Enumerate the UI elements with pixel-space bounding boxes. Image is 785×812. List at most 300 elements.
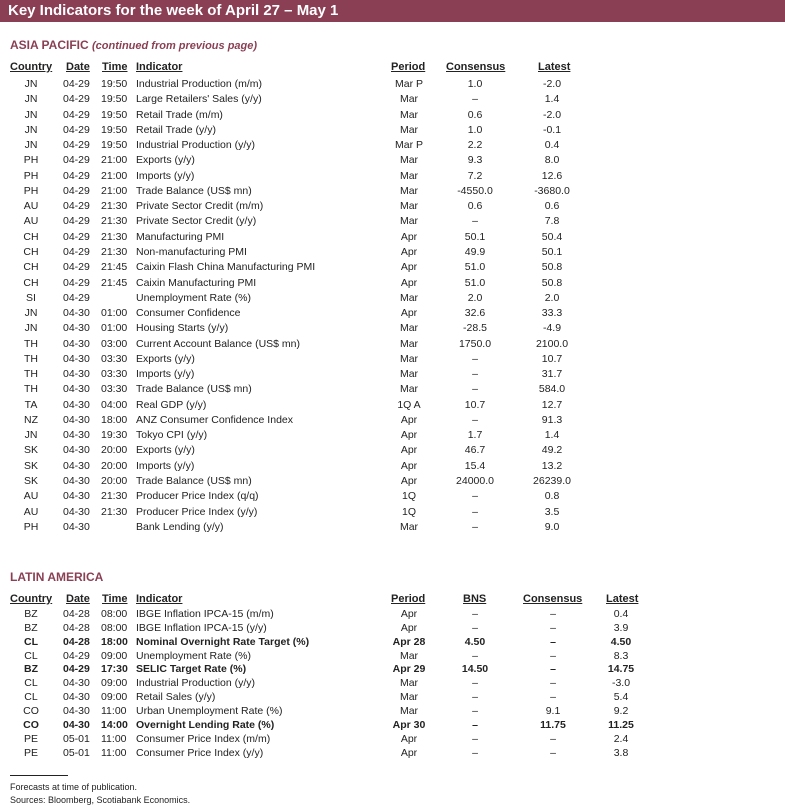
cell-latest: 0.4 — [613, 608, 629, 620]
table-row — [0, 635, 785, 650]
cell-period: Apr — [400, 245, 418, 258]
cell-time: 01:00 — [101, 307, 128, 320]
cell-period: Apr — [400, 307, 418, 320]
cell-latest: 50.4 — [541, 230, 563, 243]
cell-bns: – — [472, 649, 478, 662]
header-bns: BNS — [463, 593, 487, 605]
cell-indicator: Unemployment Rate (%) — [136, 291, 251, 304]
cell-date: 04-29 — [63, 184, 90, 197]
cell-country: AU — [23, 490, 39, 503]
cell-time: 21:30 — [101, 505, 128, 518]
cell-indicator: ANZ Consumer Confidence Index — [136, 413, 293, 426]
table-row — [0, 649, 785, 664]
cell-country: JN — [24, 93, 38, 106]
table-row — [0, 676, 785, 691]
table-row — [0, 108, 785, 123]
cell-latest: 11.25 — [608, 718, 634, 731]
cell-consensus: – — [472, 215, 478, 228]
header-time: Time — [102, 593, 128, 605]
cell-indicator: Bank Lending (y/y) — [136, 520, 224, 533]
cell-period: Apr — [400, 621, 418, 634]
cell-country: CH — [23, 261, 39, 274]
cell-indicator: Large Retailers' Sales (y/y) — [136, 93, 262, 106]
cell-period: Mar — [399, 383, 419, 396]
cell-latest: 2100.0 — [535, 337, 569, 350]
cell-consensus: 2.0 — [467, 291, 483, 304]
cell-consensus: 46.7 — [464, 444, 486, 457]
cell-consensus: 0.6 — [467, 108, 483, 121]
cell-latest: 7.8 — [544, 215, 560, 228]
header-country: Country — [10, 593, 53, 605]
cell-latest: 0.8 — [544, 490, 560, 503]
cell-date: 04-30 — [63, 352, 90, 365]
cell-consensus: – — [550, 649, 556, 662]
cell-time: 21:00 — [101, 154, 128, 167]
cell-consensus: 2.2 — [467, 139, 483, 152]
cell-date: 04-28 — [63, 635, 90, 648]
cell-consensus: 1.7 — [467, 429, 483, 442]
cell-time: 09:00 — [101, 649, 128, 662]
cell-indicator: IBGE Inflation IPCA-15 (m/m) — [136, 608, 274, 620]
cell-time: 17:30 — [101, 663, 128, 676]
cell-consensus: 32.6 — [464, 307, 486, 320]
cell-latest: 2.4 — [613, 732, 629, 745]
cell-indicator: Overnight Lending Rate (%) — [136, 718, 275, 731]
cell-period: Mar — [399, 200, 419, 213]
cell-latest: 50.8 — [541, 276, 563, 289]
report-banner — [0, 0, 785, 22]
cell-latest: 3.8 — [613, 746, 629, 759]
cell-country: BZ — [24, 621, 38, 634]
cell-indicator: Consumer Price Index (m/m) — [136, 732, 271, 745]
cell-latest: 0.6 — [544, 200, 560, 213]
cell-date: 04-29 — [63, 649, 90, 662]
cell-latest: 50.8 — [541, 261, 563, 274]
table-row — [0, 260, 785, 275]
cell-date: 04-30 — [63, 704, 90, 717]
cell-country: CO — [23, 704, 39, 717]
table-row — [0, 214, 785, 229]
cell-date: 04-30 — [63, 368, 90, 381]
cell-consensus: – — [472, 520, 478, 533]
cell-date: 04-30 — [63, 337, 90, 350]
cell-time: 18:00 — [101, 413, 128, 426]
cell-indicator: Industrial Production (y/y) — [136, 677, 256, 690]
cell-country: TH — [24, 352, 38, 365]
cell-bns: – — [472, 732, 478, 745]
cell-indicator: Private Sector Credit (m/m) — [136, 200, 264, 213]
cell-consensus: -28.5 — [463, 322, 487, 335]
cell-time: 09:00 — [101, 691, 128, 704]
footnote-forecasts: Forecasts at time of publication. — [10, 782, 138, 792]
asia-section-title — [10, 38, 257, 52]
cell-time: 11:00 — [101, 746, 127, 759]
cell-country: BZ — [24, 608, 38, 620]
cell-period: Apr 30 — [392, 718, 426, 731]
cell-consensus: 11.75 — [540, 718, 566, 731]
cell-country: CH — [23, 245, 39, 258]
cell-period: Mar — [399, 322, 419, 335]
header-latest: Latest — [538, 61, 571, 73]
cell-time: 21:30 — [101, 490, 128, 503]
cell-country: JN — [24, 108, 38, 121]
cell-time: 21:00 — [101, 184, 128, 197]
cell-latest: 12.6 — [541, 169, 563, 182]
cell-date: 04-29 — [63, 663, 90, 676]
cell-latest: -2.0 — [542, 108, 562, 121]
cell-period: Mar — [399, 215, 419, 228]
table-row — [0, 382, 785, 397]
cell-consensus: 0.6 — [467, 200, 483, 213]
cell-period: Apr — [400, 746, 418, 759]
cell-country: PE — [23, 732, 39, 745]
cell-latest: 3.5 — [544, 505, 560, 518]
cell-indicator: Real GDP (y/y) — [136, 398, 207, 411]
cell-time: 01:00 — [101, 322, 128, 335]
cell-indicator: Trade Balance (US$ mn) — [136, 475, 252, 488]
cell-date: 04-30 — [63, 718, 90, 731]
cell-consensus: – — [472, 490, 478, 503]
cell-time: 03:30 — [101, 368, 128, 381]
cell-latest: 12.7 — [541, 398, 563, 411]
cell-date: 04-29 — [63, 123, 90, 136]
cell-date: 05-01 — [63, 732, 90, 745]
header-consensus: Consensus — [523, 593, 583, 605]
table-row — [0, 230, 785, 245]
cell-time: 11:00 — [101, 704, 127, 717]
cell-country: PE — [23, 746, 39, 759]
cell-period: Mar — [399, 291, 419, 304]
cell-consensus: – — [472, 352, 478, 365]
cell-latest: 4.50 — [610, 635, 632, 648]
cell-consensus: 51.0 — [464, 261, 486, 274]
cell-date: 04-29 — [63, 276, 90, 289]
cell-time: 14:00 — [101, 718, 128, 731]
cell-date: 04-29 — [63, 215, 90, 228]
cell-consensus: – — [472, 368, 478, 381]
cell-latest: -3680.0 — [534, 184, 570, 197]
table-row — [0, 718, 785, 733]
cell-time: 21:45 — [101, 261, 128, 274]
table-row — [0, 291, 785, 306]
cell-latest: 8.0 — [544, 154, 560, 167]
cell-period: Apr — [400, 732, 418, 745]
cell-date: 04-30 — [63, 398, 90, 411]
cell-latest: 9.0 — [544, 520, 560, 533]
cell-country: CH — [23, 276, 39, 289]
cell-country: TA — [24, 398, 38, 411]
cell-latest: 5.4 — [613, 691, 629, 704]
cell-country: AU — [23, 505, 39, 518]
table-row — [0, 474, 785, 489]
cell-indicator: Manufacturing PMI — [136, 230, 225, 243]
cell-time: 19:50 — [101, 139, 128, 152]
cell-country: JN — [24, 123, 38, 136]
cell-country: NZ — [24, 413, 38, 426]
cell-period: Mar — [399, 93, 419, 106]
cell-country: AU — [23, 215, 39, 228]
cell-period: Mar — [399, 368, 419, 381]
cell-date: 04-30 — [63, 677, 90, 690]
cell-period: Mar — [399, 704, 419, 717]
table-row — [0, 337, 785, 352]
table-row — [0, 321, 785, 336]
cell-country: PH — [23, 184, 39, 197]
cell-indicator: Retail Sales (y/y) — [136, 691, 216, 704]
cell-date: 04-28 — [63, 608, 90, 620]
cell-time: 11:00 — [101, 732, 127, 745]
cell-date: 04-30 — [63, 429, 90, 442]
cell-indicator: Retail Trade (y/y) — [136, 123, 216, 136]
cell-period: Apr 28 — [392, 635, 426, 648]
cell-consensus: – — [550, 663, 556, 676]
header-latest: Latest — [606, 593, 639, 605]
cell-consensus: 10.7 — [464, 398, 486, 411]
cell-country: CL — [24, 635, 38, 648]
cell-period: Apr — [400, 475, 418, 488]
cell-consensus: – — [472, 413, 478, 426]
cell-period: Mar P — [394, 78, 424, 90]
table-row — [0, 169, 785, 184]
cell-latest: 10.7 — [541, 352, 563, 365]
cell-date: 04-30 — [63, 413, 90, 426]
cell-date: 04-29 — [63, 200, 90, 213]
table-row — [0, 621, 785, 636]
cell-latest: -3.0 — [611, 677, 631, 690]
report-title: Key Indicators for the week of April 27 – May 1 — [8, 2, 339, 19]
table-row — [0, 520, 785, 535]
cell-latest: 33.3 — [541, 307, 563, 320]
table-row — [0, 746, 785, 761]
cell-latest: 50.1 — [541, 245, 563, 258]
cell-period: Apr — [400, 608, 418, 620]
cell-date: 04-30 — [63, 459, 90, 472]
cell-consensus: – — [472, 505, 478, 518]
cell-time: 21:30 — [101, 230, 128, 243]
cell-period: Apr — [400, 276, 418, 289]
cell-period: Apr — [400, 459, 418, 472]
cell-latest: -0.1 — [542, 123, 562, 136]
cell-latest: 26239.0 — [533, 475, 571, 488]
cell-country: CL — [24, 677, 38, 690]
table-row — [0, 398, 785, 413]
cell-bns: – — [472, 677, 478, 690]
cell-indicator: Industrial Production (y/y) — [136, 139, 256, 152]
cell-bns: – — [472, 621, 478, 634]
table-row — [0, 276, 785, 291]
footnote-sources: Sources: Bloomberg, Scotiabank Economics. — [10, 795, 191, 805]
cell-indicator: Exports (y/y) — [136, 154, 195, 167]
cell-date: 04-29 — [63, 169, 90, 182]
cell-date: 05-01 — [63, 746, 90, 759]
cell-date: 04-29 — [63, 291, 90, 304]
cell-indicator: Industrial Production (m/m) — [136, 78, 263, 90]
cell-indicator: Non-manufacturing PMI — [136, 245, 247, 258]
table-row — [0, 428, 785, 443]
table-row — [0, 367, 785, 382]
cell-date: 04-30 — [63, 520, 90, 533]
table-row — [0, 607, 785, 622]
cell-bns: – — [472, 608, 478, 620]
cell-latest: 9.2 — [613, 704, 629, 717]
cell-time: 21:45 — [101, 276, 128, 289]
cell-period: Mar — [399, 649, 419, 662]
cell-latest: 1.4 — [544, 93, 560, 106]
footnote-divider — [10, 775, 68, 776]
cell-date: 04-30 — [63, 490, 90, 503]
cell-indicator: Consumer Confidence — [136, 307, 241, 320]
cell-country: SK — [23, 444, 39, 457]
cell-consensus: – — [550, 732, 556, 745]
cell-period: Mar — [399, 154, 419, 167]
cell-indicator: Exports (y/y) — [136, 444, 195, 457]
cell-indicator: Nominal Overnight Rate Target (%) — [136, 635, 310, 648]
cell-country: JN — [24, 78, 38, 90]
cell-consensus: 49.9 — [464, 245, 486, 258]
cell-period: Mar P — [394, 139, 424, 152]
cell-time: 21:30 — [101, 245, 128, 258]
cell-date: 04-29 — [63, 245, 90, 258]
header-indicator: Indicator — [136, 61, 183, 73]
cell-period: Mar — [399, 169, 419, 182]
cell-indicator: Current Account Balance (US$ mn) — [136, 337, 300, 350]
table-row — [0, 413, 785, 428]
cell-latest: 0.4 — [544, 139, 560, 152]
cell-date: 04-28 — [63, 621, 90, 634]
cell-period: Mar — [399, 520, 419, 533]
cell-indicator: Unemployment Rate (%) — [136, 649, 251, 662]
cell-consensus: – — [472, 93, 478, 106]
cell-time: 03:00 — [101, 337, 128, 350]
cell-consensus: 24000.0 — [456, 475, 494, 488]
cell-latest: 584.0 — [538, 383, 566, 396]
cell-date: 04-30 — [63, 505, 90, 518]
cell-country: TH — [24, 383, 38, 396]
cell-country: PH — [23, 520, 39, 533]
asia-title: ASIA PACIFIC — [10, 38, 89, 52]
cell-date: 04-29 — [63, 261, 90, 274]
table-row — [0, 459, 785, 474]
cell-time: 20:00 — [101, 444, 128, 457]
table-row — [0, 123, 785, 138]
cell-indicator: Producer Price Index (y/y) — [136, 505, 258, 518]
cell-latest: -4.9 — [542, 322, 562, 335]
table-row — [0, 352, 785, 367]
cell-country: BZ — [24, 663, 38, 676]
cell-period: Apr 29 — [392, 663, 426, 676]
cell-bns: – — [472, 718, 478, 731]
cell-time: 19:50 — [101, 93, 128, 106]
cell-consensus: – — [550, 691, 556, 704]
cell-country: JN — [24, 307, 38, 320]
cell-country: SK — [23, 475, 39, 488]
cell-time: 04:00 — [101, 398, 128, 411]
table-row — [0, 662, 785, 677]
table-row — [0, 245, 785, 260]
cell-indicator: Retail Trade (m/m) — [136, 108, 223, 121]
latam-title: LATIN AMERICA — [10, 570, 104, 584]
cell-indicator: Urban Unemployment Rate (%) — [136, 704, 283, 717]
cell-time: 08:00 — [101, 608, 128, 620]
cell-country: CL — [24, 691, 38, 704]
cell-period: 1Q — [401, 490, 417, 503]
cell-date: 04-29 — [63, 230, 90, 243]
cell-date: 04-29 — [63, 93, 90, 106]
cell-period: Mar — [399, 123, 419, 136]
cell-consensus: 9.1 — [545, 704, 561, 717]
asia-subtitle: (continued from previous page) — [92, 40, 258, 52]
cell-consensus: 51.0 — [464, 276, 486, 289]
cell-indicator: Imports (y/y) — [136, 368, 195, 381]
cell-country: SI — [26, 291, 36, 304]
cell-latest: 49.2 — [541, 444, 563, 457]
cell-period: Apr — [400, 413, 418, 426]
cell-time: 19:50 — [101, 108, 128, 121]
cell-consensus: 50.1 — [464, 230, 486, 243]
cell-country: JN — [24, 139, 38, 152]
cell-country: TH — [24, 337, 38, 350]
table-row — [0, 489, 785, 504]
cell-time: 09:00 — [101, 677, 128, 690]
cell-latest: 31.7 — [541, 368, 563, 381]
cell-latest: 2.0 — [544, 291, 560, 304]
cell-bns: – — [472, 704, 478, 717]
cell-indicator: Consumer Price Index (y/y) — [136, 746, 264, 759]
cell-date: 04-30 — [63, 322, 90, 335]
table-row — [0, 505, 785, 520]
table-row — [0, 184, 785, 199]
header-time: Time — [102, 61, 128, 73]
cell-country: CL — [24, 649, 38, 662]
cell-time: 21:00 — [101, 169, 128, 182]
cell-time: 03:30 — [101, 383, 128, 396]
cell-time: 20:00 — [101, 459, 128, 472]
cell-consensus: – — [550, 608, 556, 620]
cell-consensus: 9.3 — [467, 154, 483, 167]
cell-indicator: Imports (y/y) — [136, 459, 195, 472]
cell-bns: 4.50 — [464, 635, 486, 648]
cell-date: 04-29 — [63, 154, 90, 167]
table-row — [0, 704, 785, 719]
cell-time: 19:30 — [101, 429, 128, 442]
cell-period: Apr — [400, 444, 418, 457]
cell-period: Mar — [399, 352, 419, 365]
cell-country: SK — [23, 459, 39, 472]
cell-indicator: Imports (y/y) — [136, 169, 195, 182]
cell-latest: 8.3 — [613, 649, 629, 662]
cell-time: 21:30 — [101, 200, 128, 213]
cell-consensus: 1750.0 — [458, 337, 492, 350]
table-row — [0, 92, 785, 107]
cell-consensus: 7.2 — [467, 169, 483, 182]
cell-country: JN — [24, 322, 38, 335]
latam-section-title — [10, 570, 103, 584]
cell-bns: 14.50 — [461, 663, 489, 676]
cell-date: 04-29 — [63, 78, 90, 90]
cell-indicator: Trade Balance (US$ mn) — [136, 383, 252, 396]
cell-date: 04-30 — [63, 475, 90, 488]
header-country: Country — [10, 61, 53, 73]
header-period: Period — [391, 593, 426, 605]
cell-time: 19:50 — [101, 78, 128, 90]
cell-country: AU — [23, 200, 39, 213]
cell-indicator: Housing Starts (y/y) — [136, 322, 229, 335]
cell-consensus: 15.4 — [464, 459, 486, 472]
cell-period: Mar — [399, 108, 419, 121]
cell-country: TH — [24, 368, 38, 381]
cell-indicator: Trade Balance (US$ mn) — [136, 184, 252, 197]
cell-time: 08:00 — [101, 621, 128, 634]
